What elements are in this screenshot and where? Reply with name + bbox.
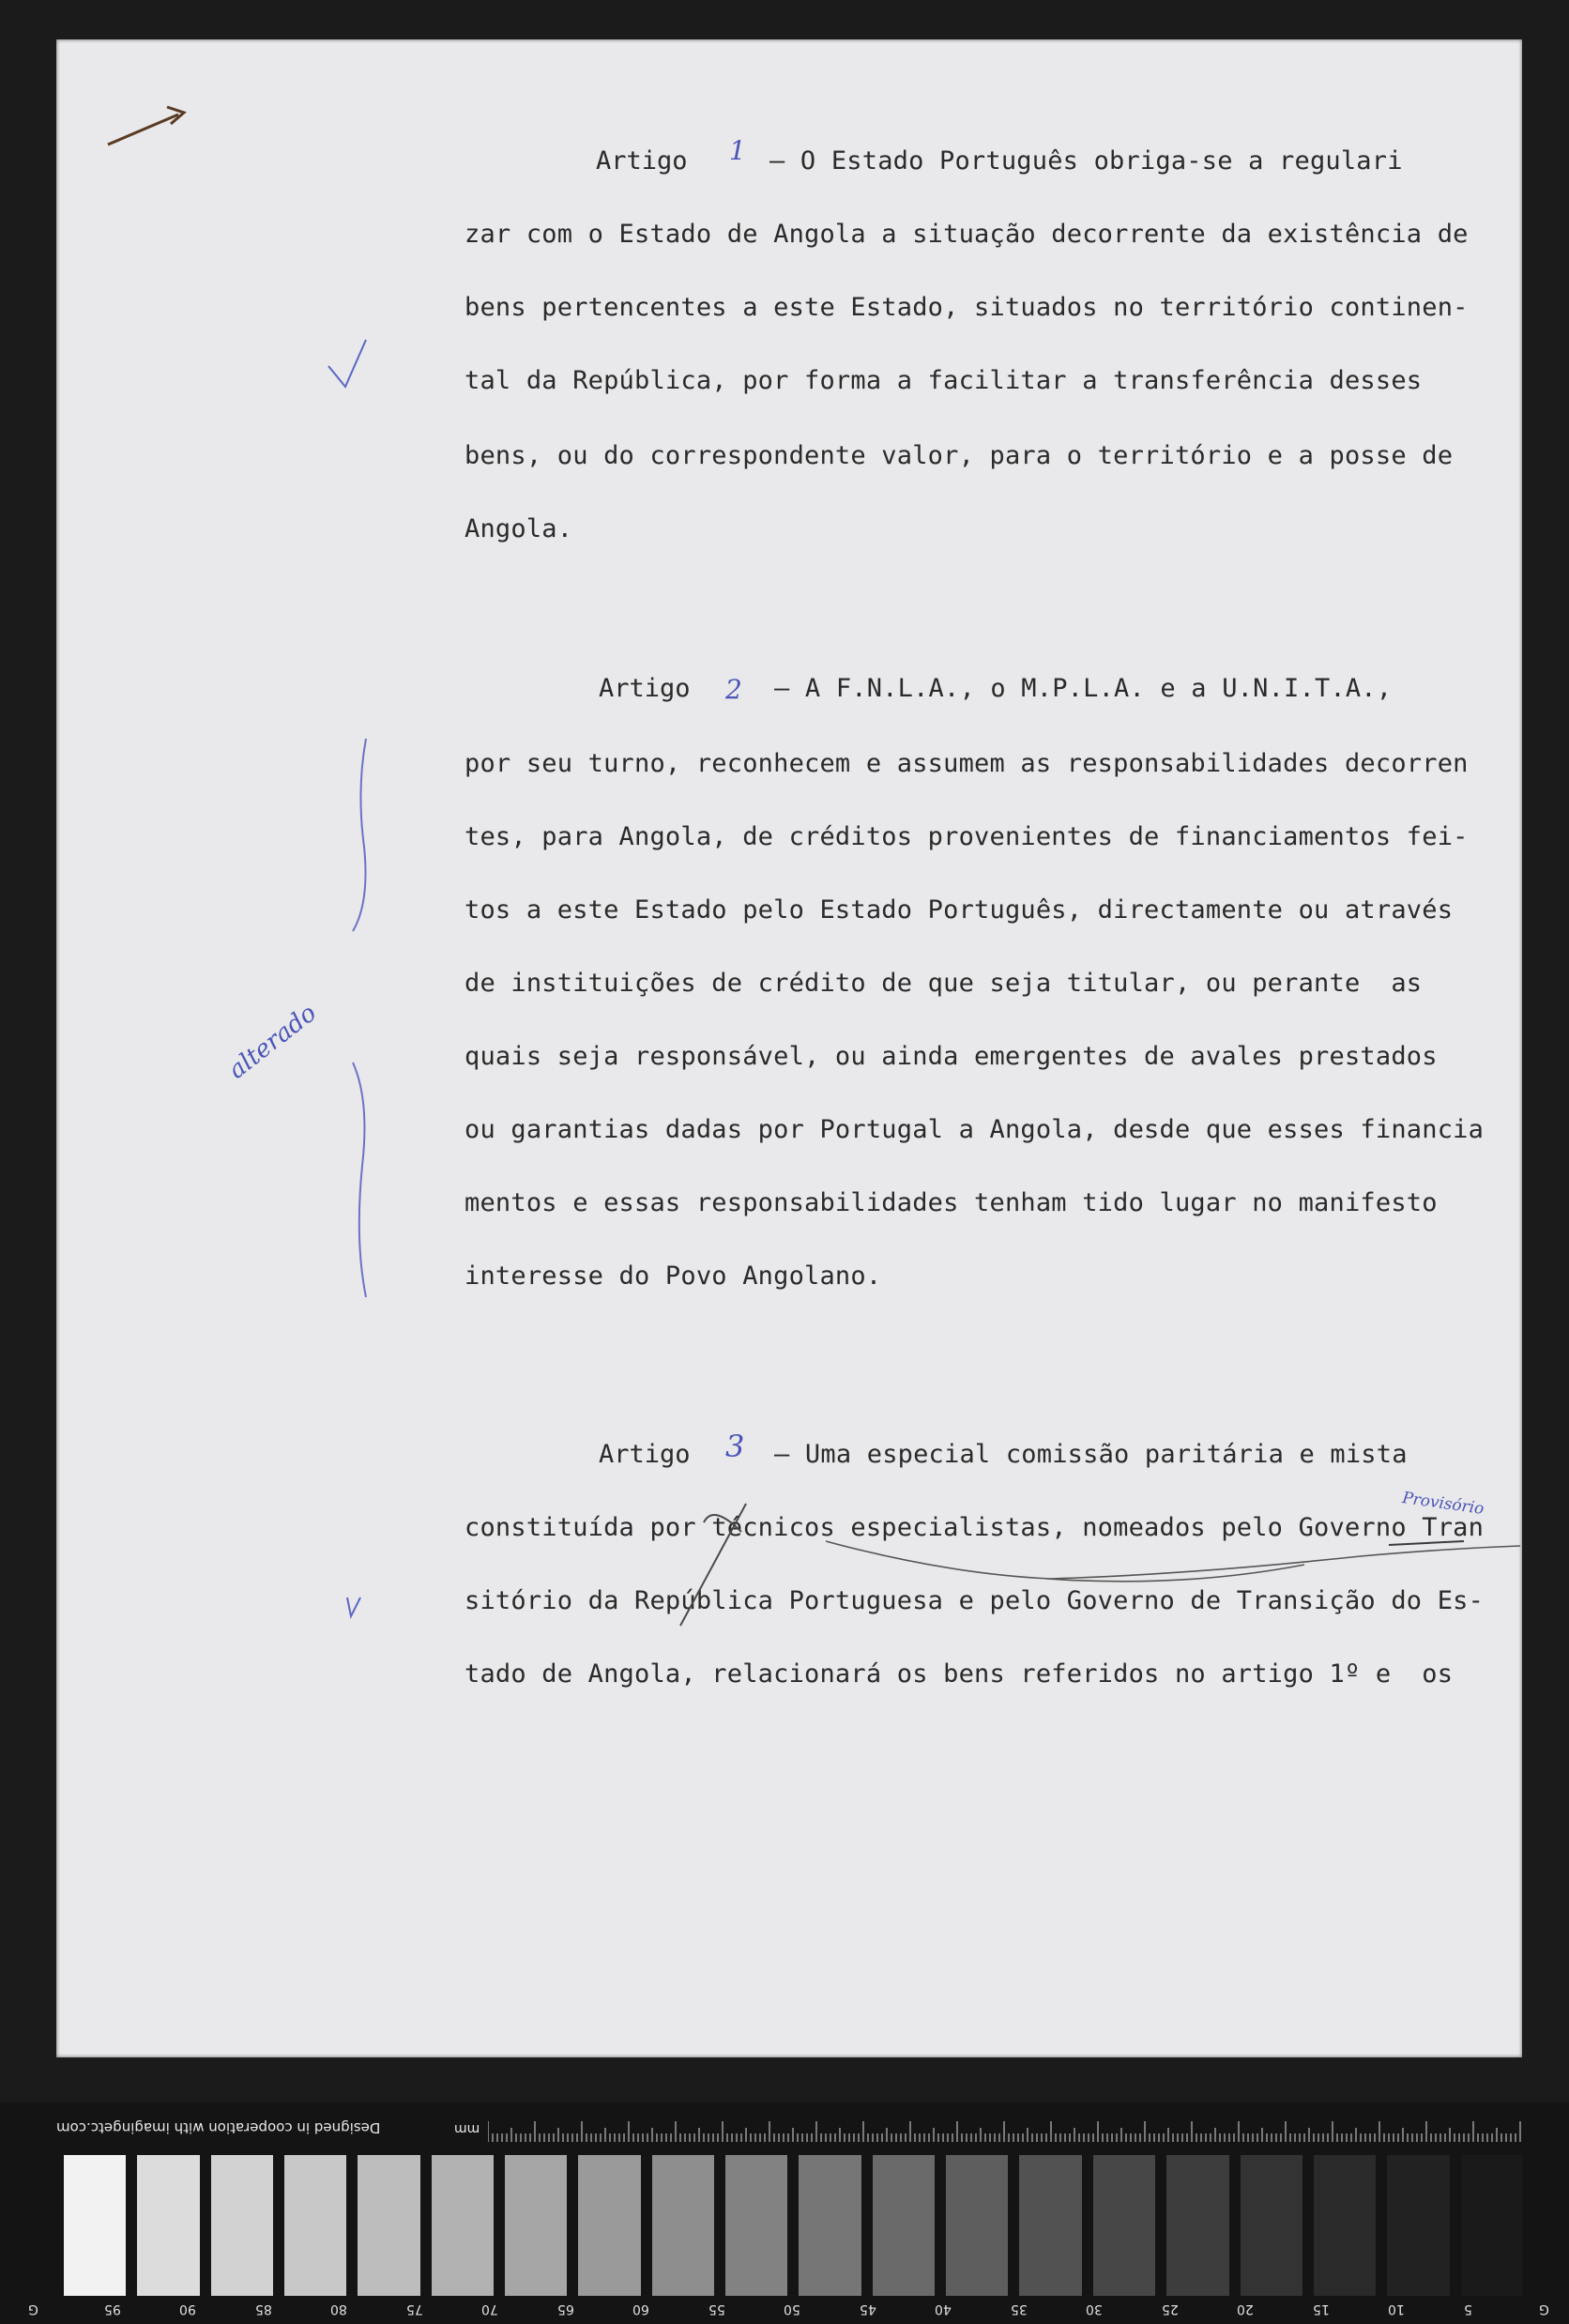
swatch-label: 25 [1161, 2301, 1179, 2316]
gray-swatch [578, 2155, 640, 2296]
checkmark-icon [328, 340, 366, 387]
gray-swatch [1093, 2155, 1155, 2296]
text-line: bens, ou do correspondente valor, para o território e a posse de [465, 441, 1454, 470]
gray-swatch [652, 2155, 714, 2296]
gray-swatch [432, 2155, 494, 2296]
ruler-unit-label: mm [454, 2121, 480, 2136]
text-line: – A F.N.L.A., o M.P.L.A. e a U.N.I.T.A., [774, 674, 1393, 703]
swatch-label: G [28, 2301, 38, 2316]
article-2-heading: Artigo [599, 674, 691, 703]
swatch-label: 30 [1086, 2301, 1103, 2316]
checkmark-icon [347, 1598, 360, 1616]
text-line: mentos e essas responsabilidades tenham tido lugar no manifesto [465, 1188, 1438, 1217]
margin-note-altered: alterado [223, 999, 323, 1085]
pencil-stroke-icon [680, 1504, 746, 1626]
arrow-mark-icon [108, 107, 184, 145]
gray-swatch [284, 2155, 346, 2296]
swatch-label: 50 [784, 2301, 800, 2316]
ruler-scale [488, 2121, 1525, 2142]
swatch-labels [0, 2296, 1569, 2324]
text-line: de instituições de crédito de que seja titular, ou perante as [465, 969, 1423, 998]
gray-swatch [505, 2155, 567, 2296]
swatch-label: 40 [935, 2301, 952, 2316]
swatch-label: 75 [405, 2301, 423, 2316]
swatch-label: 60 [632, 2301, 649, 2316]
margin-note-provisorio: Provisório [1401, 1489, 1485, 1519]
swatch-label: 55 [708, 2301, 725, 2316]
bracket-bottom-icon [353, 1063, 366, 1297]
swatch-label: 85 [254, 2301, 272, 2316]
gray-swatch [211, 2155, 273, 2296]
text-line: – O Estado Português obriga-se a regulari [769, 146, 1403, 176]
text-line: interesse do Povo Angolano. [465, 1261, 882, 1291]
article-3-number-handwritten: 3 [725, 1429, 745, 1464]
gray-swatch [873, 2155, 935, 2296]
gray-swatch [725, 2155, 787, 2296]
swatch-label: 45 [859, 2301, 876, 2316]
swatch-label: G [1539, 2301, 1549, 2316]
swatch-label: 15 [1312, 2301, 1330, 2316]
gray-swatch [1019, 2155, 1081, 2296]
text-line: tado de Angola, relacionará os bens referidos no artigo 1º e os [465, 1659, 1454, 1689]
swatch-label: 95 [103, 2301, 121, 2316]
gray-swatch [1314, 2155, 1376, 2296]
gray-swatch [1461, 2155, 1523, 2296]
article-3-heading: Artigo [599, 1440, 691, 1469]
text-line: por seu turno, reconhecem e assumem as responsabilidades decorren [465, 749, 1469, 778]
gray-swatch [946, 2155, 1008, 2296]
text-line: tes, para Angola, de créditos provenientes de financiamentos fei- [465, 822, 1469, 851]
gray-swatches [64, 2155, 1523, 2296]
swatch-label: 5 [1463, 2301, 1472, 2316]
text-line: quais seja responsável, ou ainda emergentes de avales prestados [465, 1042, 1438, 1071]
pen-marks [56, 39, 1522, 2057]
text-line: sitório da República Portuguesa e pelo Governo de Transição do Es- [465, 1586, 1485, 1615]
article-1-heading: Artigo [596, 146, 688, 176]
swatch-label: 70 [481, 2301, 498, 2316]
gray-swatch [1166, 2155, 1228, 2296]
text-line: bens pertencentes a este Estado, situados no território continen- [465, 293, 1469, 322]
swatch-label: 10 [1388, 2301, 1405, 2316]
text-line: zar com o Estado de Angola a situação decorrente da existência de [465, 220, 1469, 249]
bracket-top-icon [353, 739, 366, 931]
color-target-strip [0, 2102, 1569, 2324]
gray-swatch [799, 2155, 861, 2296]
text-line: Angola. [465, 514, 573, 543]
text-line: ou garantias dadas por Portugal a Angola, desde que esses financia [465, 1115, 1485, 1144]
text-line: tos a este Estado pelo Estado Português, directamente ou através [465, 895, 1454, 925]
strikethrough-icon [1389, 1541, 1464, 1545]
text-line: tal da República, por forma a facilitar a transferência desses [465, 366, 1423, 395]
gray-swatch [1387, 2155, 1449, 2296]
text-line: – Uma especial comissão paritária e mista [774, 1440, 1408, 1469]
swatch-label: 90 [179, 2301, 196, 2316]
swatch-label: 35 [1010, 2301, 1028, 2316]
gray-swatch [137, 2155, 199, 2296]
text-line: constituída por técnicos especialistas, nomeados pelo Governo Tran [465, 1513, 1485, 1542]
gray-swatch [1241, 2155, 1302, 2296]
swatch-label: 20 [1237, 2301, 1254, 2316]
swatch-label: 80 [330, 2301, 347, 2316]
gray-swatch [358, 2155, 419, 2296]
article-2-number-handwritten: 2 [725, 674, 742, 705]
pencil-line-icon [826, 1541, 1520, 1582]
article-1-number-handwritten: 1 [729, 135, 746, 166]
credit-text: Designed in cooperation with imagingetc.com [56, 2119, 381, 2136]
gray-swatch [64, 2155, 126, 2296]
document-page [56, 39, 1522, 2057]
swatch-label: 65 [556, 2301, 574, 2316]
